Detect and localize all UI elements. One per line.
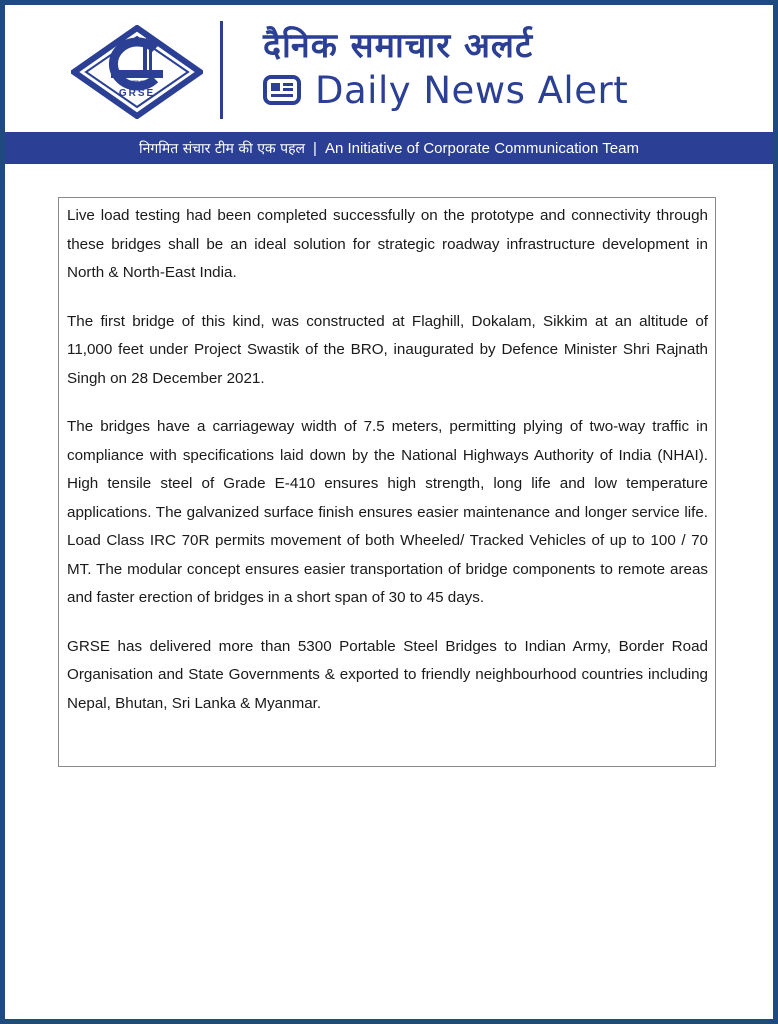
- article-paragraph: The first bridge of this kind, was constructed at Flaghill, Dokalam, Sikkim at an altitude of 11,000 feet under Project Swastik of the BRO, inaugurated by Defence Minister Shri Rajnath Singh on 28 December 2021.: [67, 312, 708, 387]
- grse-logo: [71, 25, 203, 119]
- logo-hindi-text: जी आर एस ई: [119, 79, 155, 87]
- title-hindi: दैनिक समाचार अलर्ट: [263, 26, 534, 66]
- banner-separator: |: [313, 139, 317, 157]
- header-divider: [220, 21, 223, 119]
- banner-english: An Initiative of Corporate Communication Team: [324, 139, 639, 157]
- article-paragraph: GRSE has delivered more than 5300 Portable Steel Bridges to Indian Army, Border Road Organisation and State Governments & exported to friendly neighbourhood countries including Nepal, Bhutan, Sri Lanka & Myanmar.: [67, 637, 708, 712]
- banner-hindi: निगमित संचार टीम की एक पहल: [139, 140, 306, 157]
- initiative-banner: [5, 132, 773, 164]
- header: [5, 5, 773, 131]
- title-english: Daily News Alert: [315, 68, 629, 112]
- logo-text: GRSE: [118, 88, 156, 99]
- article-paragraph: The bridges have a carriageway width of 7.5 meters, permitting plying of two-way traffic in compliance with specifications laid down by the National Highways Authority of India (NHAI). High tensile steel of Grade E-410 ensures high strength, long life and low temperature applications. The galvanized surface finish ensures easier maintenance and longer service life. Load Class IRC 70R permits movement of both Wheeled/ Tracked Vehicles of up to 100 / 70 MT. The modular concept ensures easier transportation of bridge components to remote areas and faster erection of bridges in a short span of 30 to 45 days.: [67, 418, 708, 606]
- title-english-row: [263, 65, 628, 115]
- newspaper-icon: [263, 75, 301, 105]
- article-box: [58, 197, 716, 767]
- article-paragraph: Live load testing had been completed successfully on the prototype and connectivity through these bridges shall be an ideal solution for strategic roadway infrastructure development in North & North-East India.: [67, 207, 708, 281]
